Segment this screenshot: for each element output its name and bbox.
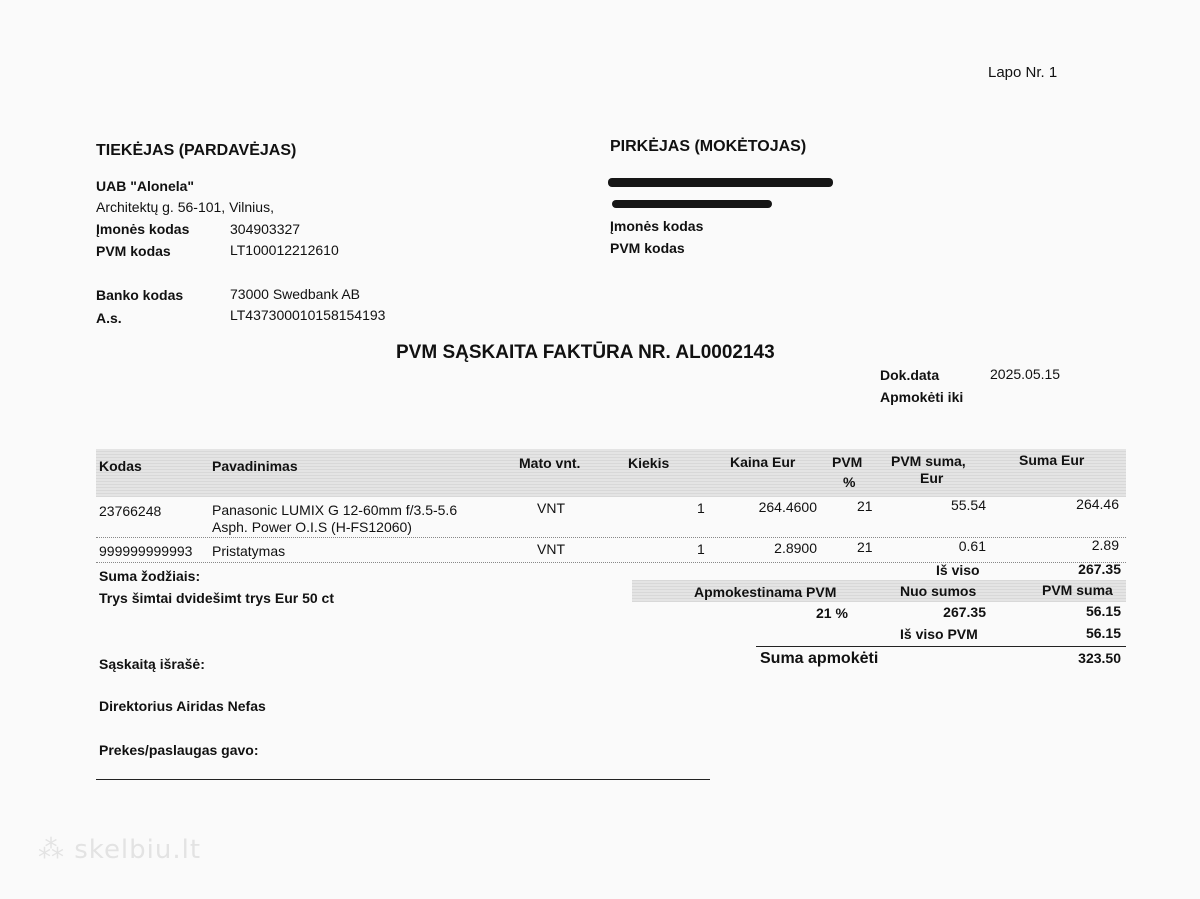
pay-until-label: Apmokėti iki bbox=[880, 389, 964, 405]
from-sum-header: Nuo sumos bbox=[900, 583, 977, 599]
column-header-unit: Mato vnt. bbox=[519, 455, 581, 471]
signature-line bbox=[96, 779, 710, 780]
row-sum: 2.89 bbox=[1091, 537, 1119, 553]
row-unit: VNT bbox=[537, 500, 565, 516]
column-header-vat-pct-unit: % bbox=[843, 474, 856, 490]
column-header-code: Kodas bbox=[99, 458, 142, 474]
doc-date-label: Dok.data bbox=[880, 367, 940, 383]
vat-sum-header: PVM suma bbox=[1042, 582, 1113, 598]
supplier-heading: TIEKĖJAS (PARDAVĖJAS) bbox=[96, 142, 297, 159]
sum-in-words-label: Suma žodžiais: bbox=[99, 568, 201, 584]
total-label: Iš viso bbox=[936, 562, 980, 578]
column-header-sum: Suma Eur bbox=[1019, 452, 1085, 468]
row-code: 23766248 bbox=[99, 503, 162, 519]
row-qty: 1 bbox=[697, 541, 705, 557]
invoice-title: PVM SĄSKAITA FAKTŪRA NR. AL0002143 bbox=[396, 342, 775, 363]
taxable-base: 267.35 bbox=[943, 604, 986, 620]
redaction-mark bbox=[608, 178, 833, 187]
row-price: 2.8900 bbox=[774, 540, 817, 556]
row-sum: 264.46 bbox=[1076, 496, 1119, 512]
supplier-address: Architektų g. 56-101, Vilnius, bbox=[96, 199, 274, 215]
supplier-vat-code: LT100012212610 bbox=[230, 242, 339, 258]
row-name: Panasonic LUMIX G 12-60mm f/3.5-5.6 bbox=[212, 502, 458, 518]
director-name: Direktorius Airidas Nefas bbox=[99, 698, 266, 714]
account-number: LT437300010158154193 bbox=[230, 307, 386, 323]
to-pay-label: Suma apmokėti bbox=[760, 650, 879, 667]
column-header-vat-pct: PVM bbox=[832, 454, 863, 470]
taxable-vat-header: Apmokestinama PVM bbox=[694, 584, 837, 600]
column-header-name: Pavadinimas bbox=[212, 458, 298, 474]
page-number: Lapo Nr. 1 bbox=[988, 64, 1058, 81]
buyer-heading: PIRKĖJAS (MOKĖTOJAS) bbox=[610, 138, 807, 155]
column-header-vat-sum: PVM suma, bbox=[891, 453, 966, 469]
row-vat-pct: 21 bbox=[857, 539, 873, 555]
redaction-mark bbox=[612, 200, 772, 208]
total-amount: 267.35 bbox=[1078, 561, 1121, 577]
row-unit: VNT bbox=[537, 541, 565, 557]
vat-total-label: Iš viso PVM bbox=[900, 626, 978, 642]
column-header-vat-sum-unit: Eur bbox=[920, 470, 944, 486]
row-vat-sum: 0.61 bbox=[958, 538, 986, 554]
doc-date: 2025.05.15 bbox=[990, 366, 1061, 382]
row-vat-sum: 55.54 bbox=[950, 497, 986, 513]
row-name: Pristatymas bbox=[212, 543, 286, 559]
bank-code-label: Banko kodas bbox=[96, 287, 184, 303]
row-code: 999999999993 bbox=[99, 543, 193, 559]
row-vat-pct: 21 bbox=[857, 498, 873, 514]
watermark: ⁂ skelbiu.lt bbox=[38, 835, 202, 865]
received-by-label: Prekes/paslaugas gavo: bbox=[99, 742, 259, 758]
row-name-continued: Asph. Power O.I.S (H-FS12060) bbox=[212, 519, 412, 535]
vat-amount: 56.15 bbox=[1085, 603, 1121, 619]
supplier-name: UAB "Alonela" bbox=[96, 178, 195, 194]
supplier-company-code: 304903327 bbox=[230, 221, 301, 237]
buyer-vat-code-label: PVM kodas bbox=[610, 240, 685, 256]
account-label: A.s. bbox=[96, 310, 122, 326]
row-price: 264.4600 bbox=[758, 499, 817, 515]
to-pay-amount: 323.50 bbox=[1078, 650, 1121, 666]
vat-total-amount: 56.15 bbox=[1085, 625, 1121, 641]
column-header-price: Kaina Eur bbox=[730, 454, 796, 470]
to-pay-rule bbox=[756, 646, 1126, 647]
issued-by-label: Sąskaitą išrašė: bbox=[99, 656, 205, 672]
vat-rate: 21 % bbox=[816, 605, 848, 621]
supplier-company-code-label: Įmonės kodas bbox=[96, 221, 190, 237]
supplier-vat-code-label: PVM kodas bbox=[96, 243, 171, 259]
column-header-qty: Kiekis bbox=[628, 455, 670, 471]
buyer-company-code-label: Įmonės kodas bbox=[610, 218, 704, 234]
row-qty: 1 bbox=[697, 500, 705, 516]
bank-code: 73000 Swedbank AB bbox=[230, 286, 360, 302]
sum-in-words: Trys šimtai dvidešimt trys Eur 50 ct bbox=[99, 590, 334, 606]
